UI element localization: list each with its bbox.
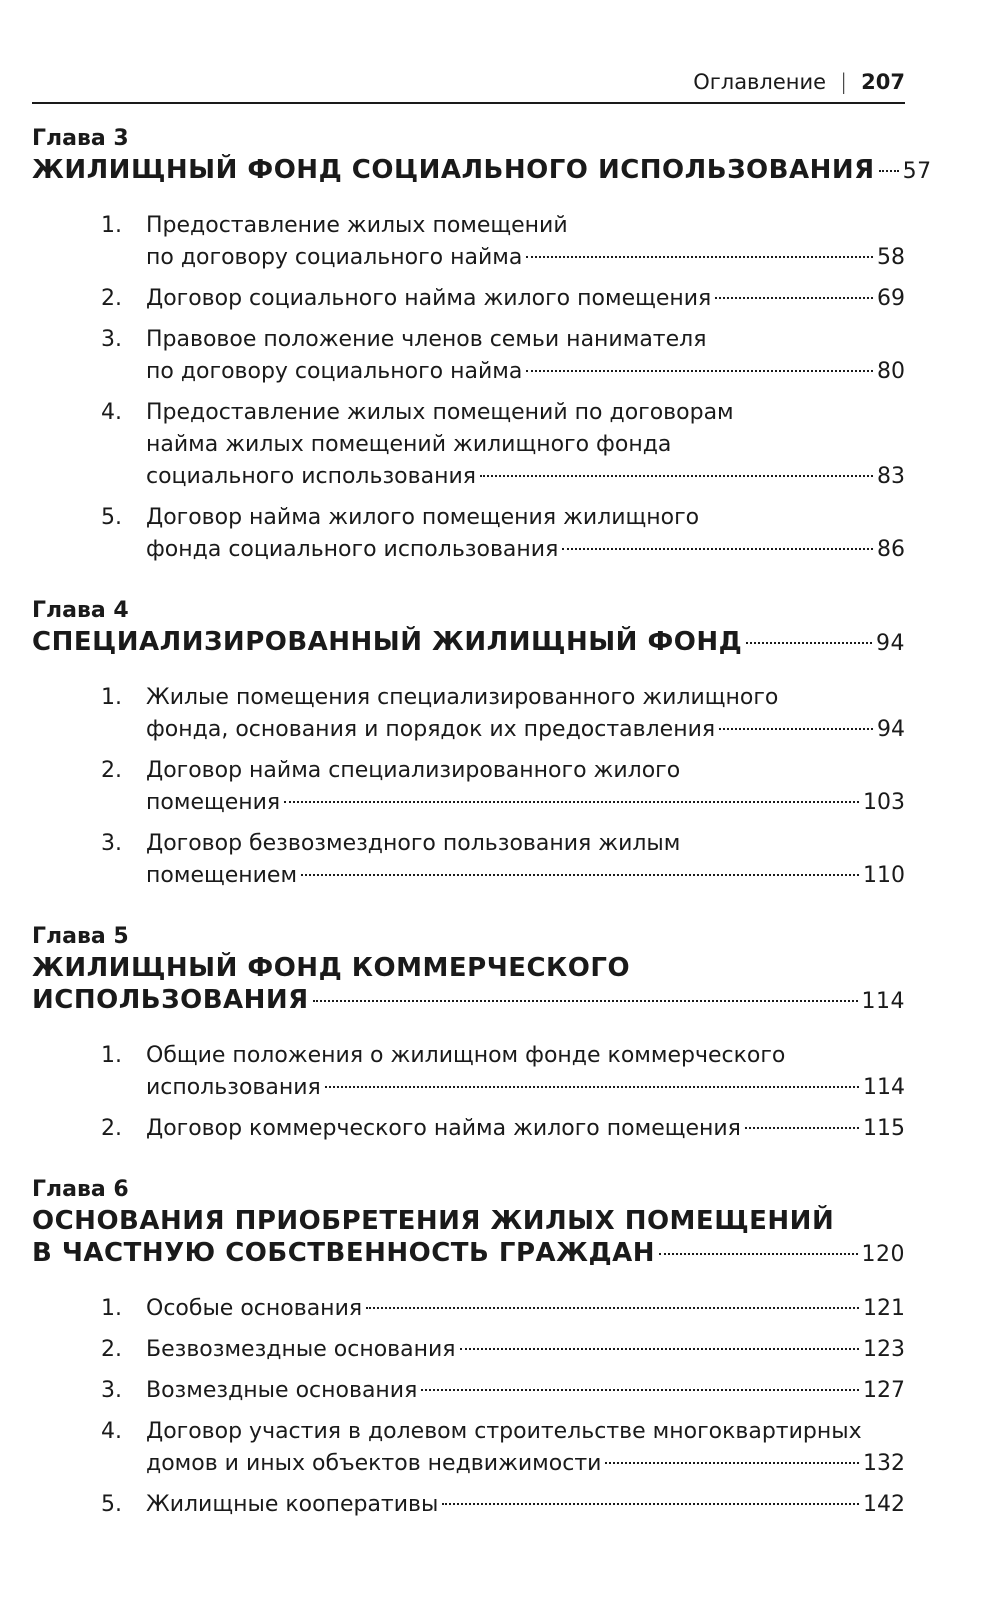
dot-leader (879, 170, 899, 172)
section-title-line (146, 534, 905, 566)
section-title-text: Договор участия в долевом строительстве многоквартирных (146, 1419, 862, 1444)
section-page-number: 83 (877, 464, 905, 489)
section-title-text: по договору социального найма (146, 245, 523, 270)
dot-leader (562, 548, 873, 550)
section-number: 4. (101, 400, 122, 425)
section-title-line (146, 1448, 905, 1480)
dot-leader (313, 1000, 858, 1002)
section-title-text: по договору социального найма (146, 359, 523, 384)
section-title-text: помещения (146, 790, 281, 815)
dot-leader (284, 801, 859, 803)
dot-leader (526, 256, 873, 258)
section-page-number: 80 (877, 359, 905, 384)
chapter-title-line (32, 154, 932, 188)
toc-section-entry (32, 1334, 905, 1366)
toc-section-entry (32, 324, 905, 388)
section-title-line (146, 1113, 905, 1145)
section-number: 3. (101, 1378, 122, 1403)
section-list (32, 1293, 905, 1521)
section-body (146, 1489, 905, 1521)
section-list (32, 1040, 905, 1145)
section-title-text: Договор найма специализированного жилого (146, 758, 681, 783)
toc-section-entry (32, 682, 905, 746)
toc-section-entry (32, 210, 905, 274)
dot-leader (719, 728, 873, 730)
section-title-line (146, 242, 905, 274)
dot-leader (325, 1086, 859, 1088)
section-body (146, 755, 905, 819)
dot-leader (659, 1253, 857, 1255)
section-title-text: Договор безвозмездного пользования жилым (146, 831, 681, 856)
dot-leader (460, 1348, 859, 1350)
toc-section-entry (32, 1375, 905, 1407)
section-page-number: 114 (863, 1075, 905, 1100)
section-page-number: 103 (863, 790, 905, 815)
toc-section-entry (32, 1489, 905, 1521)
section-body (146, 1113, 905, 1145)
dot-leader (715, 297, 873, 299)
section-page-number: 94 (877, 717, 905, 742)
chapter-title-text: ЖИЛИЩНЫЙ ФОНД СОЦИАЛЬНОГО ИСПОЛЬЗОВАНИЯ (32, 155, 875, 185)
section-number: 2. (101, 1116, 122, 1141)
chapter-title (32, 1205, 905, 1271)
chapter-title (32, 626, 905, 660)
chapter-page-number: 94 (876, 631, 905, 656)
section-title-text: Правовое положение членов семьи нанимателя (146, 327, 707, 352)
section-list (32, 682, 905, 892)
section-title-line (146, 1072, 905, 1104)
section-title-text: Безвозмездные основания (146, 1337, 456, 1362)
toc-section-entry (32, 1416, 905, 1480)
chapter-label: Глава 3 (32, 126, 129, 151)
section-number: 1. (101, 1296, 122, 1321)
section-title-line (146, 1334, 905, 1366)
section-page-number: 58 (877, 245, 905, 270)
section-title-text: использования (146, 1075, 321, 1100)
dot-leader (480, 475, 873, 477)
chapter-title-line (32, 626, 905, 660)
section-body (146, 283, 905, 315)
section-title-line (146, 461, 905, 493)
chapter-page-number: 120 (861, 1242, 905, 1267)
section-body (146, 210, 905, 274)
section-body (146, 502, 905, 566)
section-body (146, 324, 905, 388)
section-title-line (146, 1489, 905, 1521)
chapter-label: Глава 4 (32, 598, 129, 623)
section-page-number: 86 (877, 537, 905, 562)
dot-leader (605, 1462, 859, 1464)
toc-chapter (32, 1175, 905, 1521)
section-number: 3. (101, 831, 122, 856)
dot-leader (746, 642, 872, 644)
section-page-number: 69 (877, 286, 905, 311)
section-title-line (146, 714, 905, 746)
section-title-text: фонда социального использования (146, 537, 559, 562)
section-title-text: домов и иных объектов недвижимости (146, 1451, 602, 1476)
section-body (146, 1375, 905, 1407)
chapter-title-text: СПЕЦИАЛИЗИРОВАННЫЙ ЖИЛИЩНЫЙ ФОНД (32, 627, 743, 657)
dot-leader (301, 874, 859, 876)
section-number: 3. (101, 327, 122, 352)
section-number: 4. (101, 1419, 122, 1444)
section-number: 5. (101, 1492, 122, 1517)
toc-section-entry (32, 502, 905, 566)
chapter-title-text: В ЧАСТНУЮ СОБСТВЕННОСТЬ ГРАЖДАН (32, 1238, 656, 1268)
table-of-contents (32, 124, 932, 1530)
section-title-line (146, 1375, 905, 1407)
dot-leader (442, 1503, 859, 1505)
section-number: 2. (101, 758, 122, 783)
section-title-text: социального использования (146, 464, 476, 489)
section-title-text: Предоставление жилых помещений по договорам (146, 400, 734, 425)
running-head (32, 70, 905, 104)
section-title-text: Договор социального найма жилого помещения (146, 286, 712, 311)
chapter-title (32, 952, 905, 1018)
section-page-number: 115 (863, 1116, 905, 1141)
toc-chapter (32, 596, 905, 892)
toc-section-entry (32, 283, 905, 315)
toc-chapter (32, 124, 932, 566)
section-title-text: Возмездные основания (146, 1378, 418, 1403)
section-page-number: 132 (863, 1451, 905, 1476)
dot-leader (366, 1307, 859, 1309)
section-page-number: 110 (863, 863, 905, 888)
dot-leader (421, 1389, 859, 1391)
chapter-title-text: ИСПОЛЬЗОВАНИЯ (32, 985, 309, 1015)
section-title-line (146, 1293, 905, 1325)
chapter-title-line (32, 984, 905, 1018)
chapter-page-number: 114 (861, 989, 905, 1014)
section-page-number: 142 (863, 1492, 905, 1517)
section-title-line (146, 860, 905, 892)
chapter-title (32, 154, 932, 188)
section-title-text: найма жилых помещений жилищного фонда (146, 432, 672, 457)
running-head-separator: | (840, 70, 848, 94)
page-number: 207 (861, 70, 905, 94)
section-title-text: Жилищные кооперативы (146, 1492, 439, 1517)
section-title-text: Договор коммерческого найма жилого помещения (146, 1116, 741, 1141)
toc-section-entry (32, 397, 905, 493)
chapter-title-text: ЖИЛИЩНЫЙ ФОНД КОММЕРЧЕСКОГО (32, 953, 631, 983)
section-number: 1. (101, 1043, 122, 1068)
dot-leader (526, 370, 873, 372)
chapter-title-text: ОСНОВАНИЯ ПРИОБРЕТЕНИЯ ЖИЛЫХ ПОМЕЩЕНИЙ (32, 1206, 835, 1236)
toc-section-entry (32, 1113, 905, 1145)
section-page-number: 127 (863, 1378, 905, 1403)
section-body (146, 397, 905, 493)
chapter-label: Глава 6 (32, 1177, 129, 1202)
toc-section-entry (32, 1293, 905, 1325)
section-body (146, 682, 905, 746)
section-title-text: Особые основания (146, 1296, 363, 1321)
section-title-line (146, 356, 905, 388)
chapter-label: Глава 5 (32, 924, 129, 949)
chapter-page-number: 57 (902, 159, 932, 184)
toc-section-entry (32, 755, 905, 819)
section-number: 1. (101, 685, 122, 710)
section-title-text: помещением (146, 863, 298, 888)
section-number: 5. (101, 505, 122, 530)
section-body (146, 1293, 905, 1325)
section-title-line (146, 787, 905, 819)
section-title-text: Договор найма жилого помещения жилищного (146, 505, 700, 530)
section-title-text: фонда, основания и порядок их предоставления (146, 717, 716, 742)
chapter-title-line (32, 1237, 905, 1271)
section-title-text: Общие положения о жилищном фонде коммерческого (146, 1043, 786, 1068)
section-number: 2. (101, 286, 122, 311)
running-head-title: Оглавление (693, 70, 827, 94)
section-title-text: Предоставление жилых помещений (146, 213, 568, 238)
toc-chapter (32, 922, 905, 1145)
toc-section-entry (32, 828, 905, 892)
section-body (146, 1040, 905, 1104)
toc-section-entry (32, 1040, 905, 1104)
dot-leader (745, 1127, 859, 1129)
section-page-number: 123 (863, 1337, 905, 1362)
section-list (32, 210, 905, 566)
section-title-text: Жилые помещения специализированного жилищного (146, 685, 779, 710)
section-body (146, 1416, 905, 1480)
section-number: 1. (101, 213, 122, 238)
section-body (146, 828, 905, 892)
section-number: 2. (101, 1337, 122, 1362)
section-title-line (146, 283, 905, 315)
section-page-number: 121 (863, 1296, 905, 1321)
section-body (146, 1334, 905, 1366)
